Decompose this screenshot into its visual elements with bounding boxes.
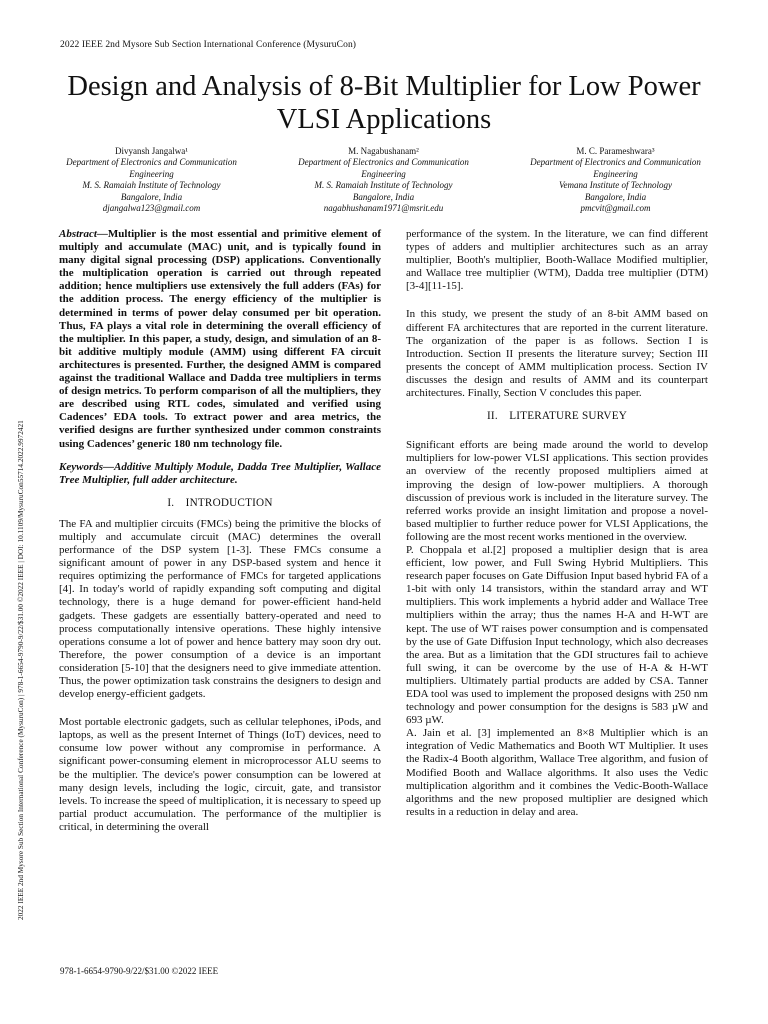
- paragraph: Most portable electronic gadgets, such as cellular telephones, iPods, and laptops, as well as the present Internet of Things (IoT) devices, need to consume low power without any compromise in performance. A significant power-consuming element in microprocessor ALU seems to be the multiplier. The device's power consumption can be lowered at many design levels, including the logic, circuit, gate, and transistor levels. To increase the speed of multiplication, it is necessary to speed up partial product accumulation. The performance of the multiplier is critical, in determining the overall: [59, 716, 381, 833]
- author-name: M. C. Parameshwara³: [576, 146, 655, 156]
- author-block: [0, 146, 768, 218]
- doi-text: 2022 IEEE 2nd Mysore Sub Section International Conference (MysuruCon) | 978-1-6654-9790-9/22/$31.00 ©2022 IEEE | DOI: 10.1109/MysuruCon55714.2022.9972421: [17, 420, 25, 920]
- author-name: M. Nagabushanam²: [348, 146, 419, 156]
- author-city: Bangalore, India: [352, 191, 415, 202]
- author-department: Department of Electronics and Communication Engineering: [298, 157, 469, 179]
- paragraph: The FA and multiplier circuits (FMCs) being the primitive the blocks of multiply and accumulate circuit (MAC) determines the overall performance of the DSP system [1-3]. These FMCs consume a significant amount of power in any DSP-based system and hence it requires optimizing the performance of FMCs for targeted applications [4]. In today's world of rapidly expanding soft computing and digital technology, there is a huge demand for power-efficient hand-held gadgets. These gadgets are essentially battery-operated and need to process computationally intensive operations. These highly intensive operations consume a lot of power and hence battery may soon dry out. Therefore, the power consumption of a device is an important consideration [5-10] that the designers need to give immediate attention. Thus, the power optimization task constrains the designers to design and develop energy-efficient gadgets.: [59, 517, 381, 701]
- author-institution: M. S. Ramaiah Institute of Technology: [82, 180, 221, 191]
- paragraph: A. Jain et al. [3] implemented an 8×8 Multiplier which is an integration of Vedic Mathematics and Booth WT Multiplier. It uses the Radix-4 Booth algorithm, Wallace Tree algorithm, and fusion of Modified Booth and Wallace algorithms. It also uses the Vedic multiplication algorithm and it combines the Vedic-Booth-Wallace algorithms and the new proposed multiplier are designed which results in a reduction in delay and area.: [406, 727, 708, 818]
- conference-header: 2022 IEEE 2nd Mysore Sub Section International Conference (MysuruCon): [60, 40, 357, 50]
- author-name: Divyansh Jangalwa¹: [115, 146, 188, 156]
- copyright-footer: 978-1-6654-9790-9/22/$31.00 ©2022 IEEE: [60, 966, 219, 976]
- author-institution: Vemana Institute of Technology: [559, 180, 672, 191]
- paragraph: Significant efforts are being made around the world to develop multipliers for low-power VLSI applications. This section provides an overview of the recently proposed multipliers aimed at improving the design of low-power multipliers. A thorough discussion of previous work is included in the literature survey. The referred works provide an insight limitation and propose a novel-based multiplier to further reduce power for VLSI Applications, the following are the most recent works mentioned in the overview.: [406, 439, 708, 543]
- left-column: [59, 228, 381, 844]
- author-city: Bangalore, India: [584, 191, 647, 202]
- author-2: [276, 146, 491, 214]
- abstract-label: Abstract—: [59, 228, 108, 240]
- author-email: pmcvit@gmail.com: [580, 203, 651, 214]
- author-email: nagabhushanam1971@msrit.edu: [323, 203, 444, 214]
- author-city: Bangalore, India: [120, 191, 183, 202]
- author-3: [508, 146, 723, 214]
- doi-side-strip: [9, 180, 25, 920]
- paragraph: In this study, we present the study of an 8-bit AMM based on different FA architectures that are reported in the current literature. The organization of the paper is as follows. Section I is Introduction. Section II presents the literature survey; Section III presents the concept of AMM multiplication process. Section IV discusses the design and results of AMM and its counterpart architectures. Finally, Section V concludes this paper.: [406, 308, 708, 400]
- author-department: Department of Electronics and Communication Engineering: [66, 157, 237, 179]
- author-institution: M. S. Ramaiah Institute of Technology: [314, 180, 453, 191]
- paper-title: Design and Analysis of 8-Bit Multiplier for Low Power VLSI Applications: [67, 71, 701, 135]
- author-1: [44, 146, 259, 214]
- paragraph: performance of the system. In the literature, we can find different types of adders and multiplier architectures such as an array multiplier, Booth's multiplier, Booth-Wallace Modified multiplier, and Wallace tree multiplier (WTM), Dadda tree multiplier (DTM) [3-4][11-15].: [406, 228, 708, 293]
- abstract-text: Multiplier is the most essential and primitive element of multiply and accumulate (MAC) unit, and is typically found in many digital signal processing (DSP) applications. Conventionally the multiplication operation is carried out through repeated addition; hence multipliers use extensively the full adders (FAs) for the addition process. The energy efficiency of the multiplier is determined in terms of power delay consumed per bit operation. Thus, FA plays a vital role in determining the overall efficiency of the multiplier. In this paper, a study, design, and simulation of an 8-bit additive multiply module (AMM) using different FA circuit architectures is presented. Further, the designed AMM is compared against the traditional Wallace and Dadda tree multipliers in terms of design metrics. To perform comparison of all the multipliers, they are described using RTL codes, simulated and verified using Cadences’ EDA tools. To extract power and area metrics, the verified designs are further synthesized under common constraints using Cadences’ generic 180 nm technology file.: [59, 228, 381, 450]
- keywords: Keywords—Additive Multiply Module, Dadda Tree Multiplier, Wallace Tree Multiplier, full adder architecture.: [59, 460, 381, 486]
- section-heading-literature-survey: II. LITERATURE SURVEY: [486, 410, 628, 423]
- abstract: [59, 228, 381, 451]
- author-email: djangalwa123@gmail.com: [102, 203, 201, 214]
- right-column: [406, 228, 708, 829]
- author-department: Department of Electronics and Communication Engineering: [530, 157, 701, 179]
- section-heading-introduction: I. INTRODUCTION: [167, 496, 273, 509]
- paragraph: P. Choppala et al.[2] proposed a multiplier design that is area efficient, low power, and Full Swing Hybrid Multipliers. This research paper focuses on Gate Diffusion Input based hybrid FA of a 1-bit with only 14 transistors, within the standard array and WT multipliers. This work implements a hybrid adder and Wallace Tree multipliers within the array; thus the names H-A and H-WT are kept. The use of WT raises power consumption and is compensated by the use of Gate Diffusion Input technology, which also decreases the area. But as a limitation that the GDI structures fail to achieve full swing, it can be overcome by the use of H-A & H-WT multipliers. Ultimately partial products are added by CSA. Tanner EDA tool was used to implement the proposed designs with 250 nm technology and power consumption for the designs is 583 µW and 693 µW.: [406, 543, 708, 727]
